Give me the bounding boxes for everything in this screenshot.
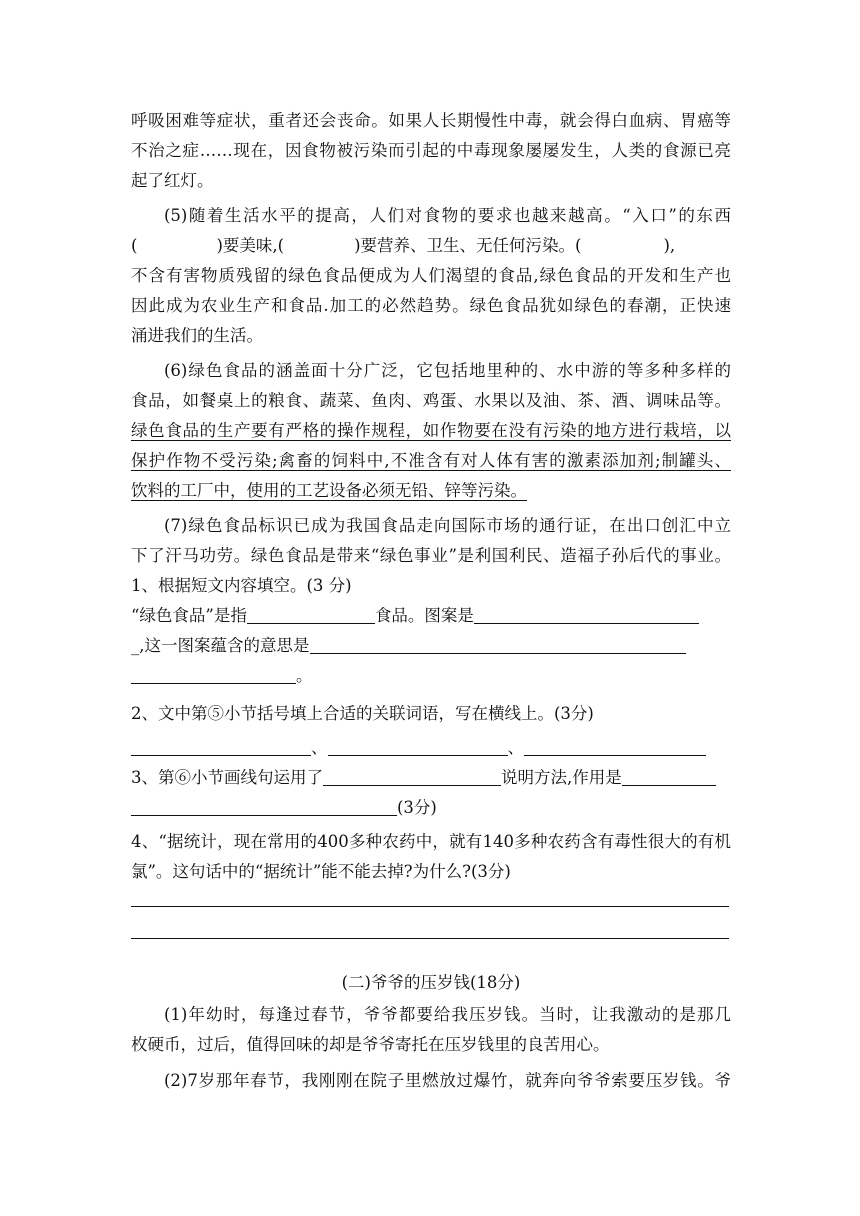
- answer-blank[interactable]: [328, 737, 508, 756]
- paragraph-5-line: [131, 231, 731, 261]
- q1-text: 食品。图案是: [374, 606, 474, 625]
- answer-line[interactable]: [131, 937, 729, 939]
- paragraph-6-line: (6)绿色食品的涵盖面十分广泛，它包括地里种的、水中游的等多种多样的: [164, 361, 731, 380]
- paren-text: )要营养、卫生、无任何污染。(: [354, 236, 582, 255]
- answer-blank[interactable]: [310, 635, 686, 654]
- paren-close: ),: [663, 236, 676, 255]
- question-1-line: [131, 631, 731, 661]
- paragraph-5-line: 涌进我们的生活。: [131, 326, 263, 345]
- question-2-stem: 2、文中第⑤小节括号填上合适的关联词语，写在横线上。(3分): [131, 704, 594, 723]
- answer-blank[interactable]: [474, 605, 699, 624]
- paren-open: (: [131, 236, 138, 255]
- q3-text: 3、第⑥小节画线句运用了: [131, 768, 323, 787]
- paragraph-5-line: 因此成为农业生产和食品.加工的必然趋势。绿色食品犹如绿色的春潮，正快速: [131, 296, 731, 315]
- question-1-line: [131, 661, 731, 691]
- q1-text: 。: [296, 666, 313, 685]
- answer-blank[interactable]: [131, 665, 296, 684]
- underlined-sentence: 饮料的工厂中，使用的工艺设备必须无铅、锌等污染。: [131, 481, 527, 500]
- q3-text: 说明方法,作用是: [501, 768, 622, 787]
- answer-blank[interactable]: [524, 737, 706, 756]
- separator: 、: [311, 738, 328, 757]
- answer-blank[interactable]: [323, 767, 501, 786]
- separator: 、: [507, 738, 524, 757]
- q1-text: _,这一图案蕴含的意思是: [131, 636, 310, 655]
- q1-text: “绿色食品”是指: [131, 606, 247, 625]
- section-2-line: (2)7岁那年春节，我刚刚在院子里燃放过爆竹，就奔向爷爷索要压岁钱。爷: [164, 1071, 731, 1090]
- paragraph-4-line: 呼吸困难等症状，重者还会丧命。如果人长期慢性中毒，就会得白血病、胃癌等: [131, 111, 731, 130]
- answer-blank[interactable]: [131, 797, 397, 816]
- paragraph-7-line: 下了汗马功劳。绿色食品是带来“绿色事业”是利国利民、造福子孙后代的事业。: [131, 546, 731, 565]
- paragraph-4-line: 不治之症……现在，因食物被污染而引起的中毒现象屡屡发生，人类的食源已亮: [131, 141, 731, 160]
- section-title: (二)爷爷的压岁钱(18分): [341, 973, 521, 992]
- document-page: [131, 106, 731, 1096]
- underlined-sentence: 绿色食品的生产要有严格的操作规程，如作物要在没有污染的地方进行栽培，以: [131, 421, 731, 440]
- question-4-line: 氯”。这句话中的“据统计”能不能去掉?为什么?(3分): [131, 862, 511, 881]
- section-2-line: (1)年幼时，每逢过春节，爷爷都要给我压岁钱。当时，让我激动的是那几: [164, 1005, 731, 1024]
- paragraph-4-line: 起了红灯。: [131, 171, 214, 190]
- paragraph-7-line: (7)绿色食品标识已成为我国食品走向国际市场的通行证，在出口创汇中立: [164, 516, 731, 535]
- answer-blank[interactable]: [247, 605, 375, 624]
- answer-blank[interactable]: [131, 737, 311, 756]
- answer-blank[interactable]: [622, 767, 716, 786]
- q3-text: (3分): [397, 798, 437, 817]
- underlined-sentence: 保护作物不受污染;禽畜的饲料中,不准含有对人体有害的激素添加剂;制罐头、: [131, 451, 731, 470]
- question-3-line: [131, 793, 731, 823]
- question-4-line: 4、“据统计，现在常用的400多种农药中，就有140多种农药含有毒性很大的有机: [131, 832, 731, 851]
- question-1-stem: 1、根据短文内容填空。(3 分): [131, 576, 352, 595]
- question-3-line: [131, 763, 731, 793]
- question-2-blanks: [131, 733, 731, 763]
- question-1-line: [131, 601, 731, 631]
- paragraph-5-line: (5)随着生活水平的提高，人们对食物的要求也越来越高。“入口”的东西: [164, 206, 731, 225]
- paragraph-6-line: 食品，如餐桌上的粮食、蔬菜、鱼肉、鸡蛋、水果以及油、茶、酒、调味品等。: [131, 391, 731, 410]
- paren-text: )要美味,(: [216, 236, 285, 255]
- paragraph-5-line: 不含有害物质残留的绿色食品便成为人们渴望的食品,绿色食品的开发和生产也: [131, 266, 731, 285]
- section-2-line: 枚硬币，过后，值得回味的却是爷爷寄托在压岁钱里的良苦用心。: [131, 1035, 610, 1054]
